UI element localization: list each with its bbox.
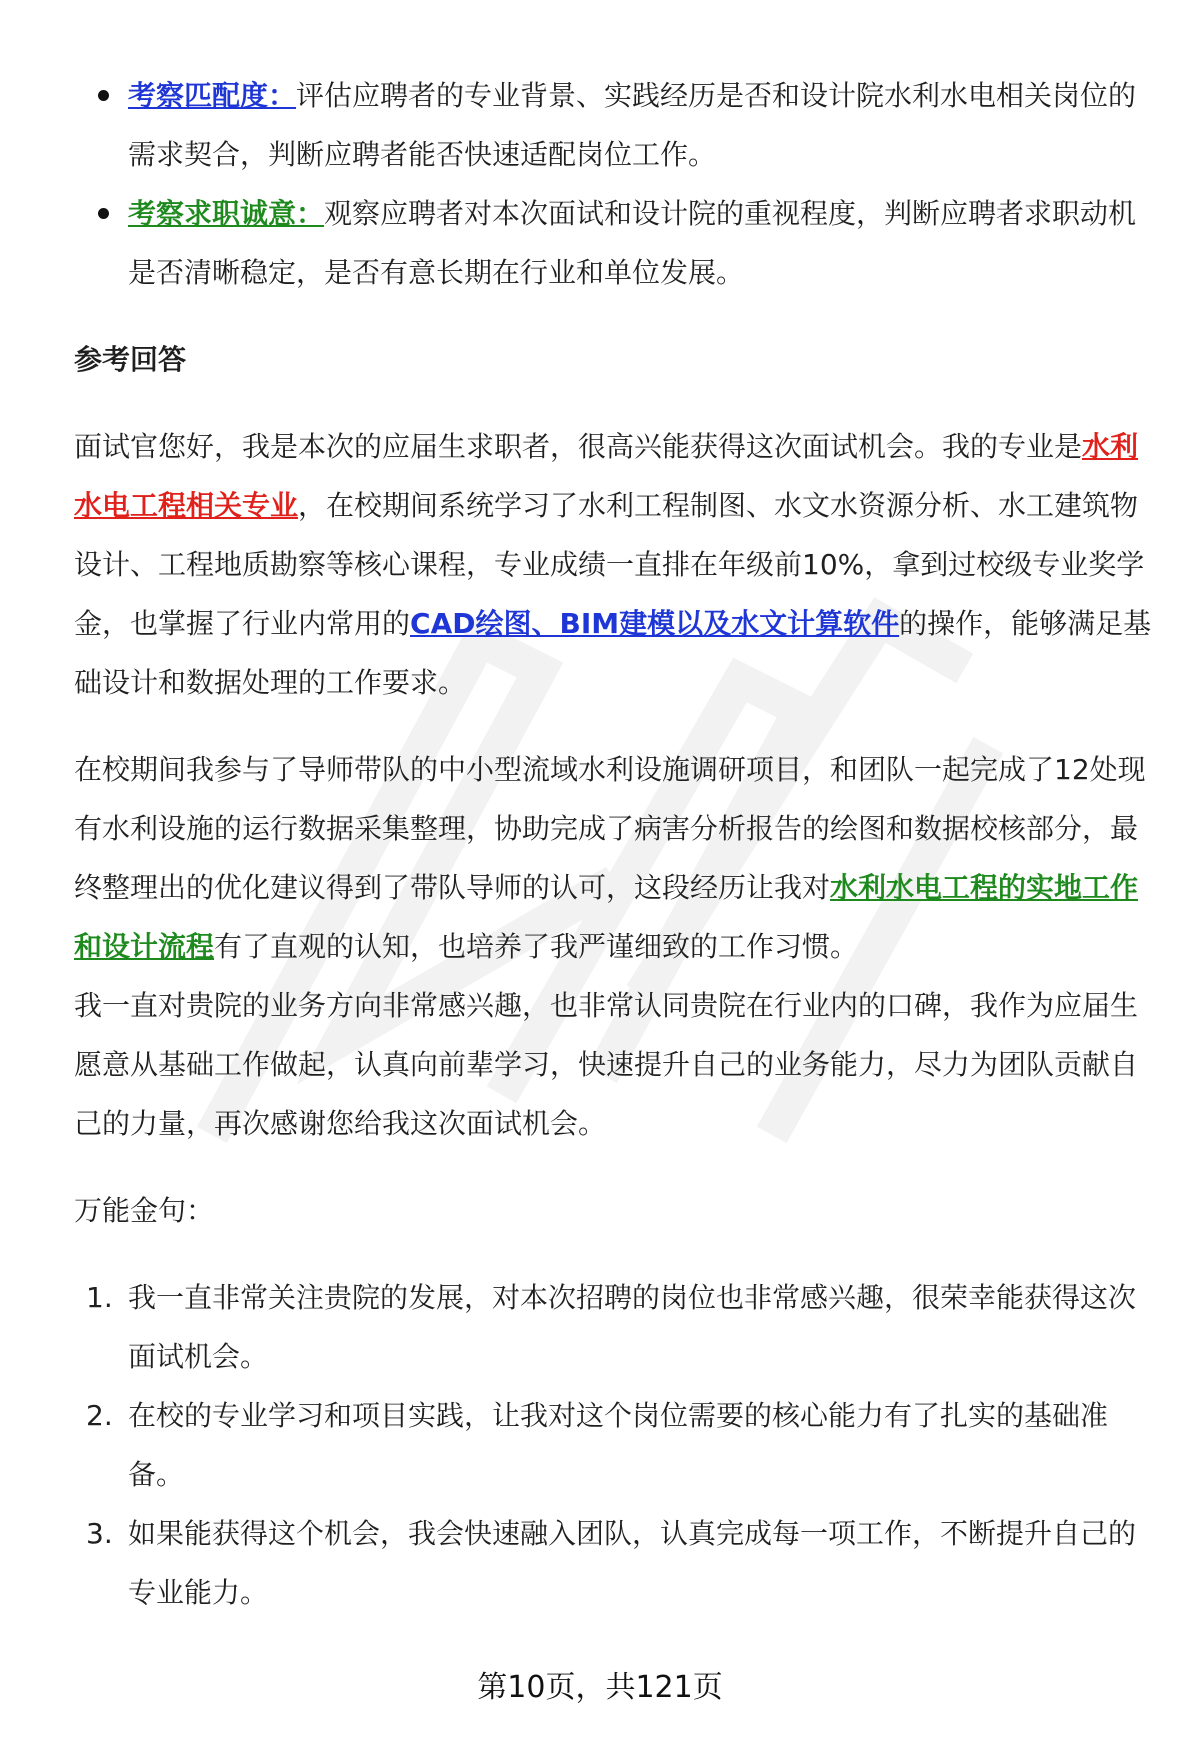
golden-title: 万能金句： [74,1194,215,1227]
highlight-software: CAD绘图、BIM建模以及水文计算软件 [410,607,900,640]
answer-text: 在校期间我参与了导师带队的中小型流域水利设施调研项目，和团队一起完成了12处现有水利设施的运行数据采集整理，协助完成了病害分析报告的绘图和数据校核部分，最终整理出的优化建议得到了带队导师的认可，这段经历让我对 [74,753,1146,904]
answer-paragraph-1 [74,417,1154,712]
item-text: 我一直非常关注贵院的发展，对本次招聘的岗位也非常感兴趣，很荣幸能获得这次面试机会。 [128,1281,1137,1373]
bullet-dot-icon [98,208,109,219]
list-item [74,1268,1154,1386]
highlight-fieldwork: 水利水电工程的实地工作和设计流程 [74,871,1139,963]
answer-paragraph-2 [74,740,1154,976]
bullet-text: 评估应聘者的专业背景、实践经历是否和设计院水利水电相关岗位的需求契合，判断应聘者能否快速适配岗位工作。 [128,79,1137,171]
section-title: 参考回答 [74,343,187,376]
item-number: 3. [86,1517,113,1550]
list-item [74,66,1154,184]
item-text: 如果能获得这个机会，我会快速融入团队，认真完成每一项工作，不断提升自己的专业能力。 [128,1517,1137,1609]
item-text: 在校的专业学习和项目实践，让我对这个岗位需要的核心能力有了扎实的基础准备。 [128,1399,1109,1491]
answer-text: 有了直观的认知，也培养了我严谨细致的工作习惯。 [214,930,859,963]
list-item [74,184,1154,302]
bullet-dot-icon [98,90,109,101]
answer-text: ，在校期间系统学习了水利工程制图、水文水资源分析、水工建筑物设计、工程地质勘察等核心课程，专业成绩一直排在年级前10%，拿到过校级专业奖学金，也掌握了行业内常用的 [74,489,1145,640]
bullet-text: 观察应聘者对本次面试和设计院的重视程度，判断应聘者求职动机是否清晰稳定，是否有意长期在行业和单位发展。 [128,197,1137,289]
highlight-major: 水利水电工程相关专业 [74,430,1139,522]
item-number: 1. [86,1281,113,1314]
answer-text: 的操作，能够满足基础设计和数据处理的工作要求。 [74,607,1152,699]
answer-paragraph-3: 我一直对贵院的业务方向非常感兴趣，也非常认同贵院在行业内的口碑，我作为应届生愿意从基础工作做起，认真向前辈学习，快速提升自己的业务能力，尽力为团队贡献自己的力量，再次感谢您给我这次面试机会。 [74,989,1139,1140]
golden-list [74,1268,1154,1622]
answer-text: 面试官您好，我是本次的应届生求职者，很高兴能获得这次面试机会。我的专业是 [74,430,1083,463]
keyword-match: 考察匹配度： [128,79,297,112]
criteria-list [74,66,1154,302]
document-content [74,66,1154,1622]
list-item [74,1504,1154,1622]
page-footer: 第10页，共121页 [477,1670,723,1705]
keyword-sincerity: 考察求职诚意： [128,197,325,230]
list-item [74,1386,1154,1504]
item-number: 2. [86,1399,113,1432]
